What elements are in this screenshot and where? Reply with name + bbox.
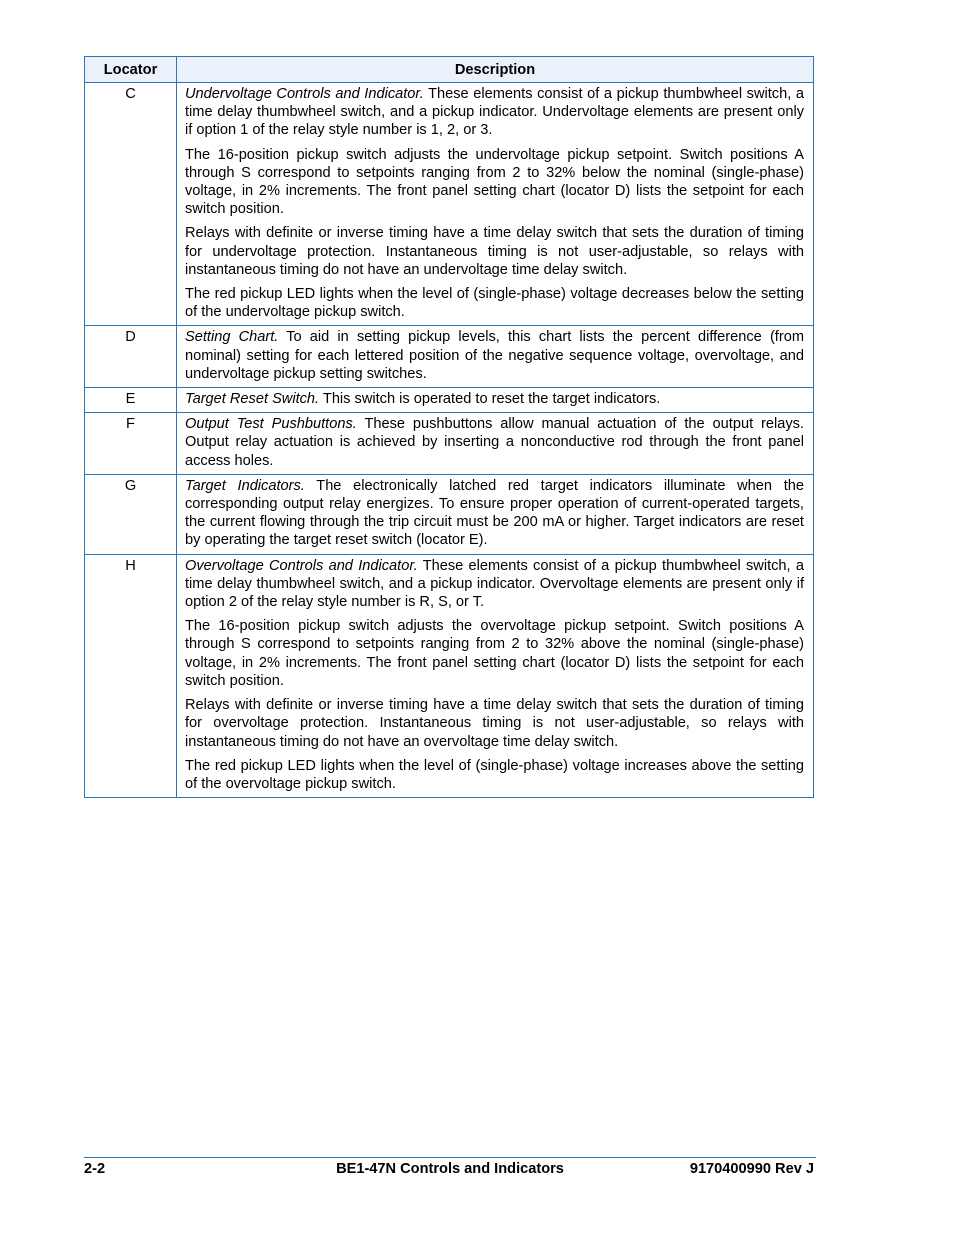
description-lead-term: Undervoltage Controls and Indicator. xyxy=(185,86,424,102)
footer-rule xyxy=(84,1157,816,1158)
description-text: To aid in setting pickup levels, this chart lists the percent difference (from nominal) setting for each lettered position of the negative sequence voltage, overvoltage, and undervoltage pickup setting switches. xyxy=(185,329,804,382)
table-row xyxy=(85,554,814,797)
description-paragraph xyxy=(185,757,804,793)
table-row xyxy=(85,413,814,475)
description-paragraph xyxy=(185,390,804,408)
description-paragraph xyxy=(185,85,804,140)
description-text: The red pickup LED lights when the level of (single-phase) voltage increases above the setting of the overvoltage pickup switch. xyxy=(185,757,804,792)
table-row xyxy=(85,388,814,413)
description-column-header: Description xyxy=(177,57,814,83)
table-row xyxy=(85,474,814,554)
description-text: The red pickup LED lights when the level of (single-phase) voltage decreases below the setting of the undervoltage pickup switch. xyxy=(185,286,804,321)
table-header-row xyxy=(85,57,814,83)
description-paragraph xyxy=(185,557,804,612)
description-text: The 16-position pickup switch adjusts the undervoltage pickup setpoint. Switch positions A through S correspond to setpoints ranging from 2 to 32% below the nominal (single-phase) voltage, in 2% increments. The front panel setting chart (locator D) lists the setpoint for each switch position. xyxy=(185,146,804,218)
description-lead-term: Overvoltage Controls and Indicator. xyxy=(185,557,418,574)
locator-cell: F xyxy=(85,413,177,475)
description-cell xyxy=(177,554,814,797)
table-body xyxy=(85,83,814,798)
description-paragraph xyxy=(185,146,804,219)
description-text: Relays with definite or inverse timing have a time delay switch that sets the duration of timing for overvoltage protection. Instantaneous timing is not user-adjustable, so relays with instantaneous timing do not have an overvoltage time delay switch. xyxy=(185,697,804,750)
locator-cell: D xyxy=(85,326,177,388)
footer-document-revision: 9170400990 Rev J xyxy=(689,1161,814,1177)
description-lead-term: Setting Chart. xyxy=(185,329,279,346)
table-row xyxy=(85,326,814,388)
description-paragraph xyxy=(185,696,804,751)
locator-cell: G xyxy=(85,474,177,554)
description-paragraph xyxy=(185,224,804,279)
description-paragraph xyxy=(185,328,804,383)
page-number: 2-2 xyxy=(84,1161,106,1177)
description-cell xyxy=(177,326,814,388)
description-lead-term: Output Test Pushbuttons. xyxy=(185,416,357,433)
controls-indicators-table xyxy=(84,56,814,798)
description-cell xyxy=(177,413,814,475)
footer-section-title: BE1-47N Controls and Indicators xyxy=(336,1161,564,1177)
description-paragraph xyxy=(185,285,804,321)
locator-column-header: Locator xyxy=(85,57,177,83)
description-lead-term: Target Reset Switch. xyxy=(185,391,320,408)
description-lead-term: Target Indicators. xyxy=(185,477,305,494)
description-text: Relays with definite or inverse timing have a time delay switch that sets the duration of timing for undervoltage protection. Instantaneous timing is not user-adjustable, so relays with instantaneous timing do not have an undervoltage time delay switch. xyxy=(185,225,804,278)
description-cell xyxy=(177,474,814,554)
description-text: This switch is operated to reset the target indicators. xyxy=(319,391,661,408)
description-text: These pushbuttons allow manual actuation of the output relays. Output relay actuation is achieved by inserting a nonconductive rod through the front panel access holes. xyxy=(185,416,804,469)
description-paragraph xyxy=(185,415,804,470)
locator-cell: E xyxy=(85,388,177,413)
locator-cell: C xyxy=(85,83,177,326)
description-cell xyxy=(177,388,814,413)
description-text: The electronically latched red target indicators illuminate when the corresponding output relay energizes. To ensure proper operation of current-operated targets, the current flowing through the trip circuit must be 200 mA or higher. Target indicators are reset by operating the target reset switch (locator E). xyxy=(185,477,805,549)
description-text: These elements consist of a pickup thumbwheel switch, a time delay thumbwheel switch, and a pickup indicator. Overvoltage elements are present only if option 2 of the relay style number is R, S, or T. xyxy=(185,557,804,611)
locator-cell: H xyxy=(85,554,177,797)
table-row xyxy=(85,83,814,326)
description-cell xyxy=(177,83,814,326)
description-paragraph xyxy=(185,477,804,550)
description-text: The 16-position pickup switch adjusts the overvoltage pickup setpoint. Switch positions A through S correspond to setpoints ranging from 2 to 32% above the nominal (single-phase) voltage, in 2% increments. The front panel setting chart (locator D) lists the setpoint for each switch position. xyxy=(185,618,804,689)
description-paragraph xyxy=(185,617,804,690)
description-text: These elements consist of a pickup thumbwheel switch, a time delay thumbwheel switch, and a pickup indicator. Undervoltage elements are present only if option 1 of the relay style number is 1, 2, or 3. xyxy=(185,86,804,139)
